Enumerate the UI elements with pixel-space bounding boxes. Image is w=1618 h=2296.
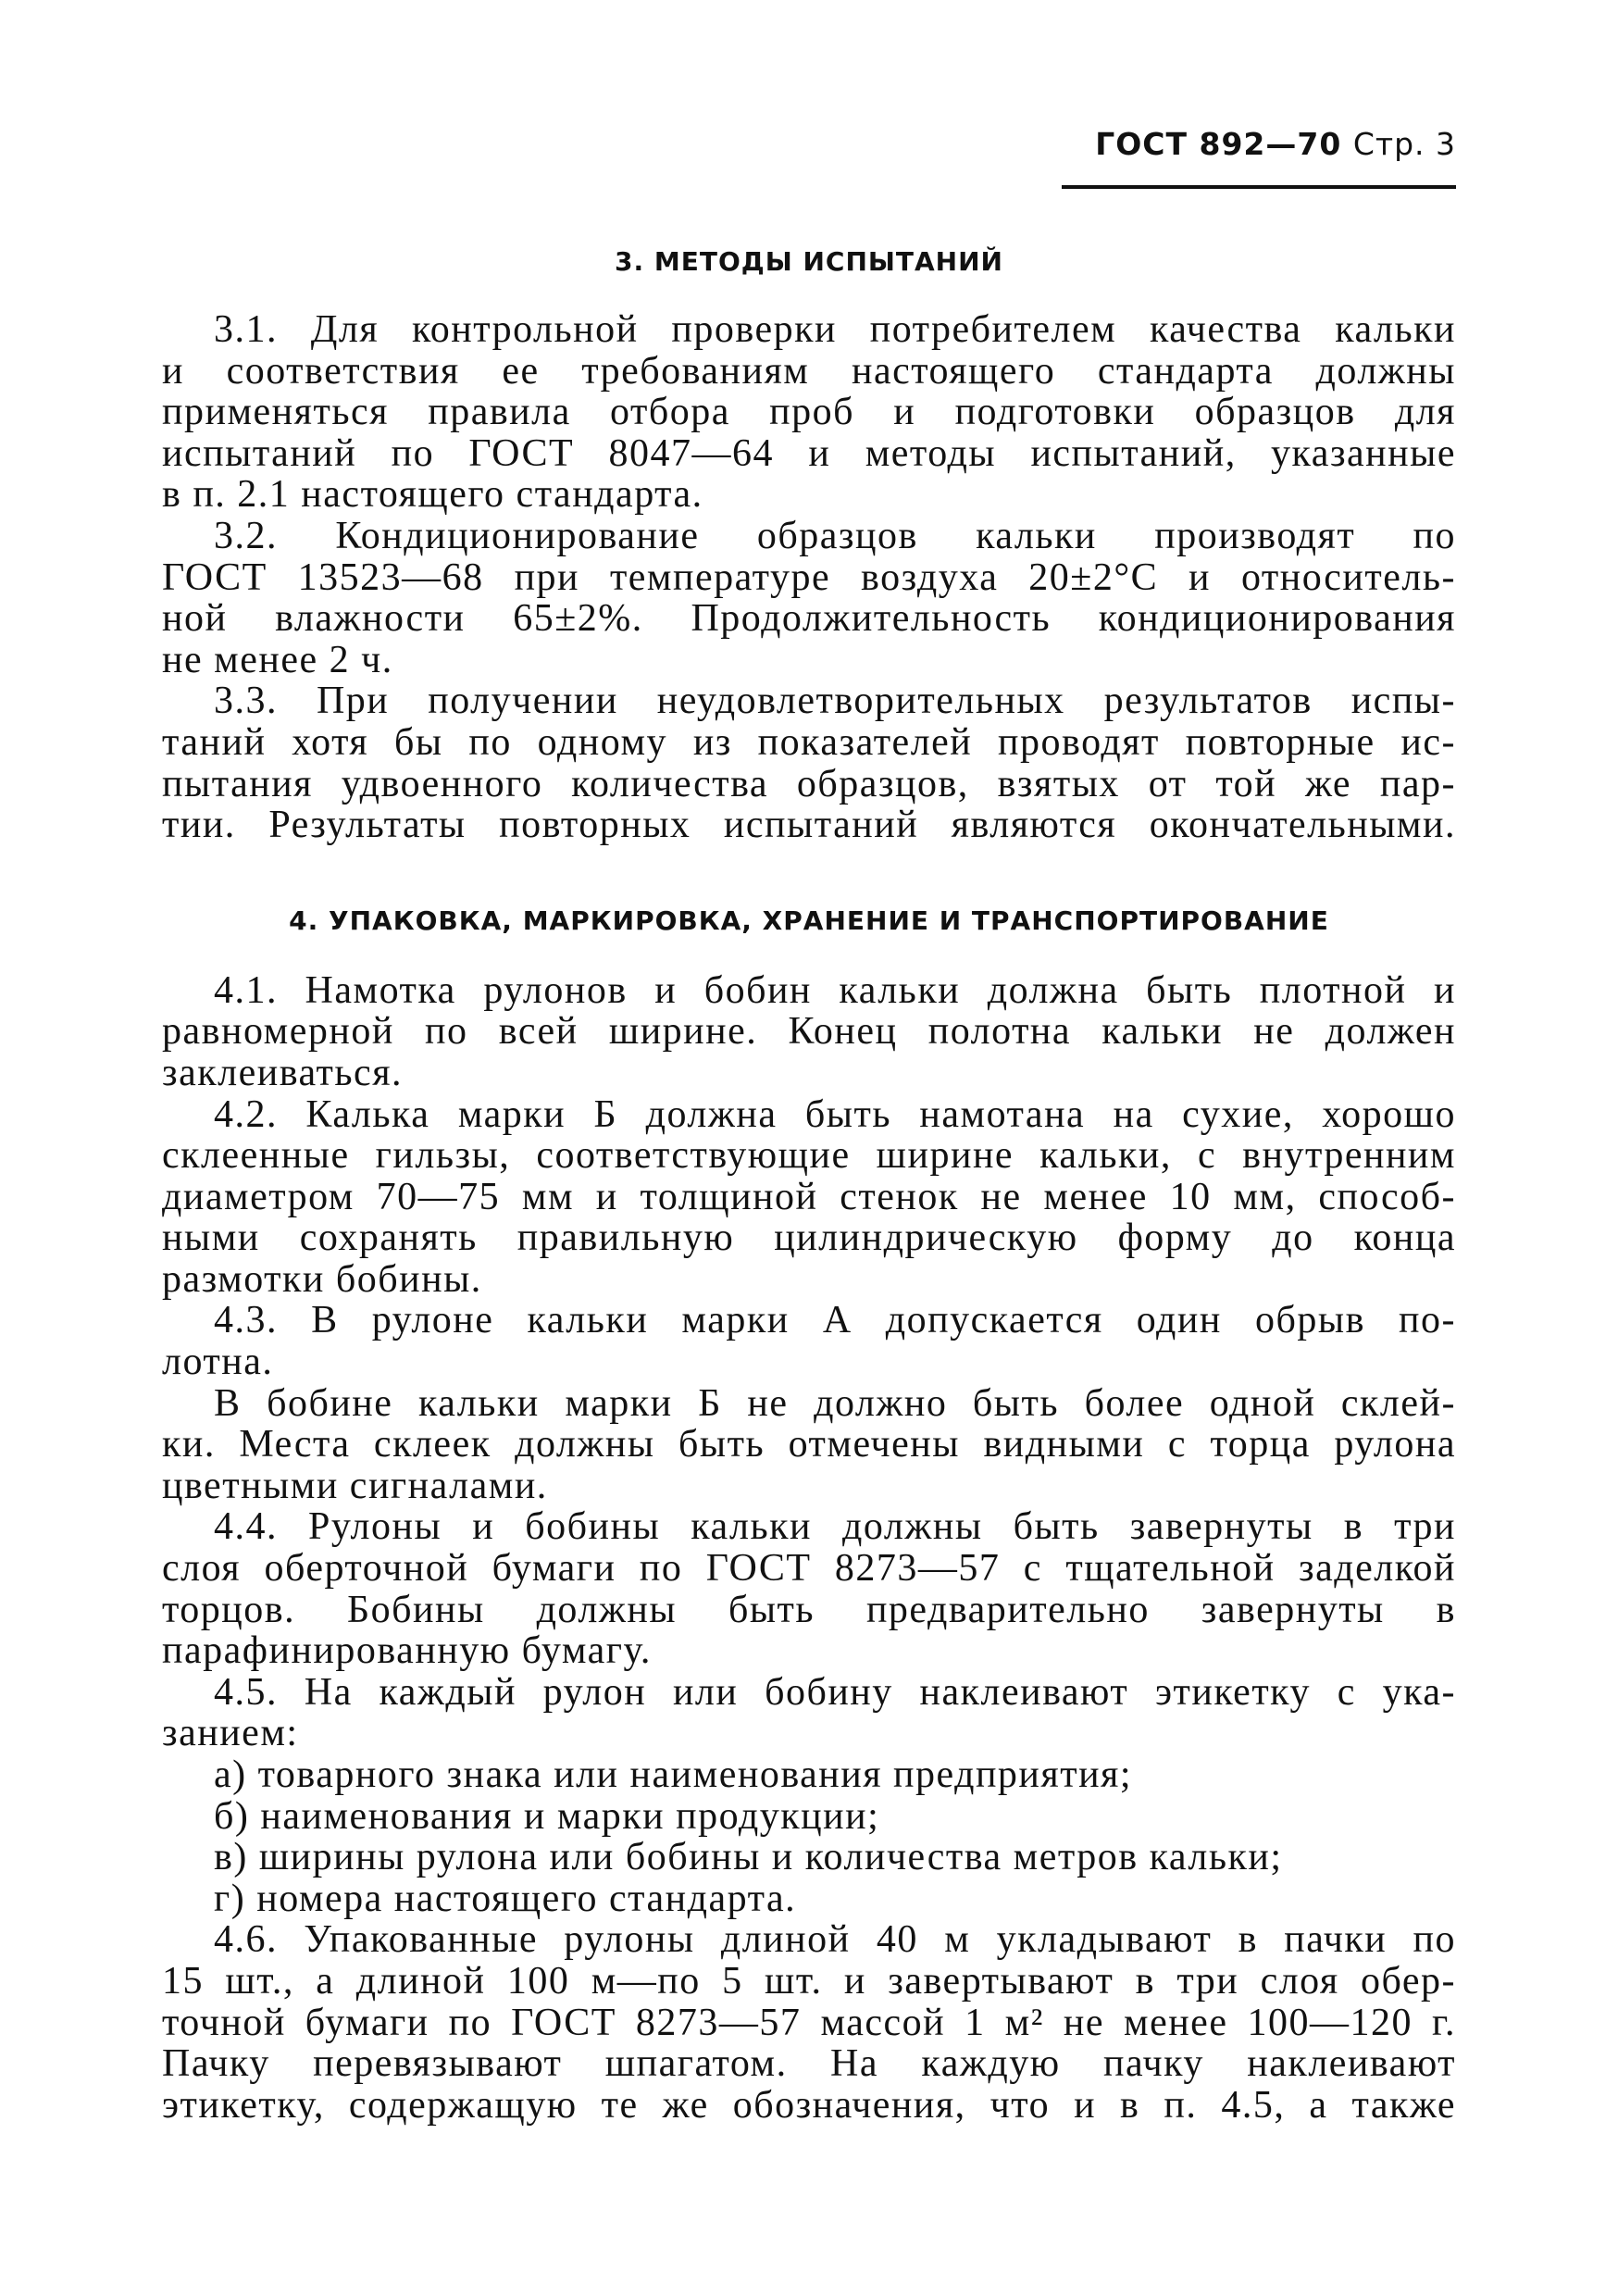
page-number: Стр. 3 — [1352, 126, 1456, 162]
text-line: не менее 2 ч. — [162, 638, 393, 681]
text-line: В бобине кальки марки Б не должно быть более одной склей- — [214, 1381, 1456, 1425]
paragraph — [162, 1919, 1456, 2126]
paragraph — [162, 1300, 1456, 1382]
text-line: 4.5. На каждый рулон или бобину наклеивают этикетку с ука- — [214, 1670, 1456, 1714]
paragraph — [162, 970, 1456, 1094]
text-line: склеенные гильзы, соответствующие ширине кальки, с внутренним — [162, 1134, 1456, 1178]
text-line: Пачку перевязывают шпагатом. На каждую пачку наклеивают — [162, 2042, 1456, 2086]
text-line: в) ширины рулона или бобины и количества метров кальки; — [214, 1836, 1283, 1879]
text-line: 4.1. Намотка рулонов и бобин кальки должна быть плотной и — [214, 968, 1456, 1012]
text-line: ки. Места склеек должны быть отмечены видными с торца рулона — [162, 1423, 1456, 1466]
text-line: ГОСТ 13523—68 при температуре воздуха 20±2°С и относитель- — [162, 555, 1456, 599]
text-line: диаметром 70—75 мм и толщиной стенок не менее 10 мм, способ- — [162, 1175, 1456, 1218]
text-line: парафинированную бумагу. — [162, 1629, 652, 1673]
paragraph — [162, 1878, 1456, 1920]
text-line: 3.2. Кондиционирование образцов кальки производят по — [214, 514, 1456, 557]
text-line: и соответствия ее требованиям настоящего стандарта должны — [162, 349, 1456, 393]
text-line: г) номера настоящего стандарта. — [214, 1877, 797, 1920]
text-line: слоя оберточной бумаги по ГОСТ 8273—57 с тщательной заделкой — [162, 1547, 1456, 1591]
text-line: в п. 2.1 настоящего стандарта. — [162, 473, 703, 517]
text-line: 3.1. Для контрольной проверки потребителем качества кальки — [214, 308, 1456, 351]
paragraph — [162, 1383, 1456, 1507]
page-header — [1095, 126, 1456, 162]
text-line: заклеиваться. — [162, 1051, 404, 1094]
text-line: размотки бобины. — [162, 1257, 482, 1301]
text-line: применяться правила отбора проб и подготовки образцов для — [162, 391, 1456, 434]
text-line: тии. Результаты повторных испытаний являются окончательными. — [162, 804, 1456, 847]
paragraph — [162, 1094, 1456, 1301]
text-line: лотна. — [162, 1341, 274, 1384]
section-heading: 4. УПАКОВКА, МАРКИРОВКА, ХРАНЕНИЕ И ТРАНСПОРТИРОВАНИЕ — [289, 905, 1329, 936]
text-line: равномерной по всей ширине. Конец полотна кальки не должен — [162, 1010, 1456, 1054]
text-line: а) товарного знака или наименования предприятия; — [214, 1753, 1133, 1796]
text-line: 4.2. Калька марки Б должна быть намотана на сухие, хорошо — [214, 1092, 1456, 1136]
paragraph — [162, 309, 1456, 516]
text-line: испытаний по ГОСТ 8047—64 и методы испытаний, указанные — [162, 431, 1456, 475]
text-line: таний хотя бы по одному из показателей проводят повторные ис- — [162, 720, 1456, 764]
paragraph — [162, 1754, 1456, 1796]
text-line: ной влажности 65±2%. Продолжительность кондиционирования — [162, 597, 1456, 641]
text-line: 4.4. Рулоны и бобины кальки должны быть завернуты в три — [214, 1505, 1456, 1549]
header-rule — [1062, 185, 1456, 189]
text-line: цветными сигналами. — [162, 1464, 548, 1507]
text-line: торцов. Бобины должны быть предварительно завернуты в — [162, 1588, 1456, 1631]
text-line: этикетку, содержащую те же обозначения, что и в п. 4.5, а также — [162, 2083, 1456, 2127]
paragraph — [162, 680, 1456, 845]
text-line: занием: — [162, 1712, 299, 1755]
text-line: б) наименования и марки продукции; — [214, 1794, 880, 1838]
text-line: 15 шт., а длиной 100 м—по 5 шт. и завертывают в три слоя обер- — [162, 1959, 1456, 2003]
text-line: ными сохранять правильную цилиндрическую форму до конца — [162, 1217, 1456, 1260]
standard-number: ГОСТ 892—70 — [1095, 126, 1342, 162]
document-body — [162, 239, 1456, 2126]
text-line: 4.6. Упакованные рулоны длиной 40 м укладывают в пачки по — [214, 1918, 1456, 1962]
section-heading: 3. МЕТОДЫ ИСПЫТАНИЙ — [615, 246, 1003, 277]
text-line: 3.3. При получении неудовлетворительных результатов испы- — [214, 680, 1456, 723]
paragraph — [162, 1837, 1456, 1878]
text-line: 4.3. В рулоне кальки марки А допускается один обрыв по- — [214, 1299, 1456, 1342]
paragraph — [162, 1796, 1456, 1838]
paragraph — [162, 516, 1456, 680]
text-line: точной бумаги по ГОСТ 8273—57 массой 1 м² не менее 100—120 г. — [162, 2001, 1456, 2044]
paragraph — [162, 1672, 1456, 1754]
text-line: пытания удвоенного количества образцов, взятых от той же пар- — [162, 762, 1456, 805]
paragraph — [162, 1506, 1456, 1671]
